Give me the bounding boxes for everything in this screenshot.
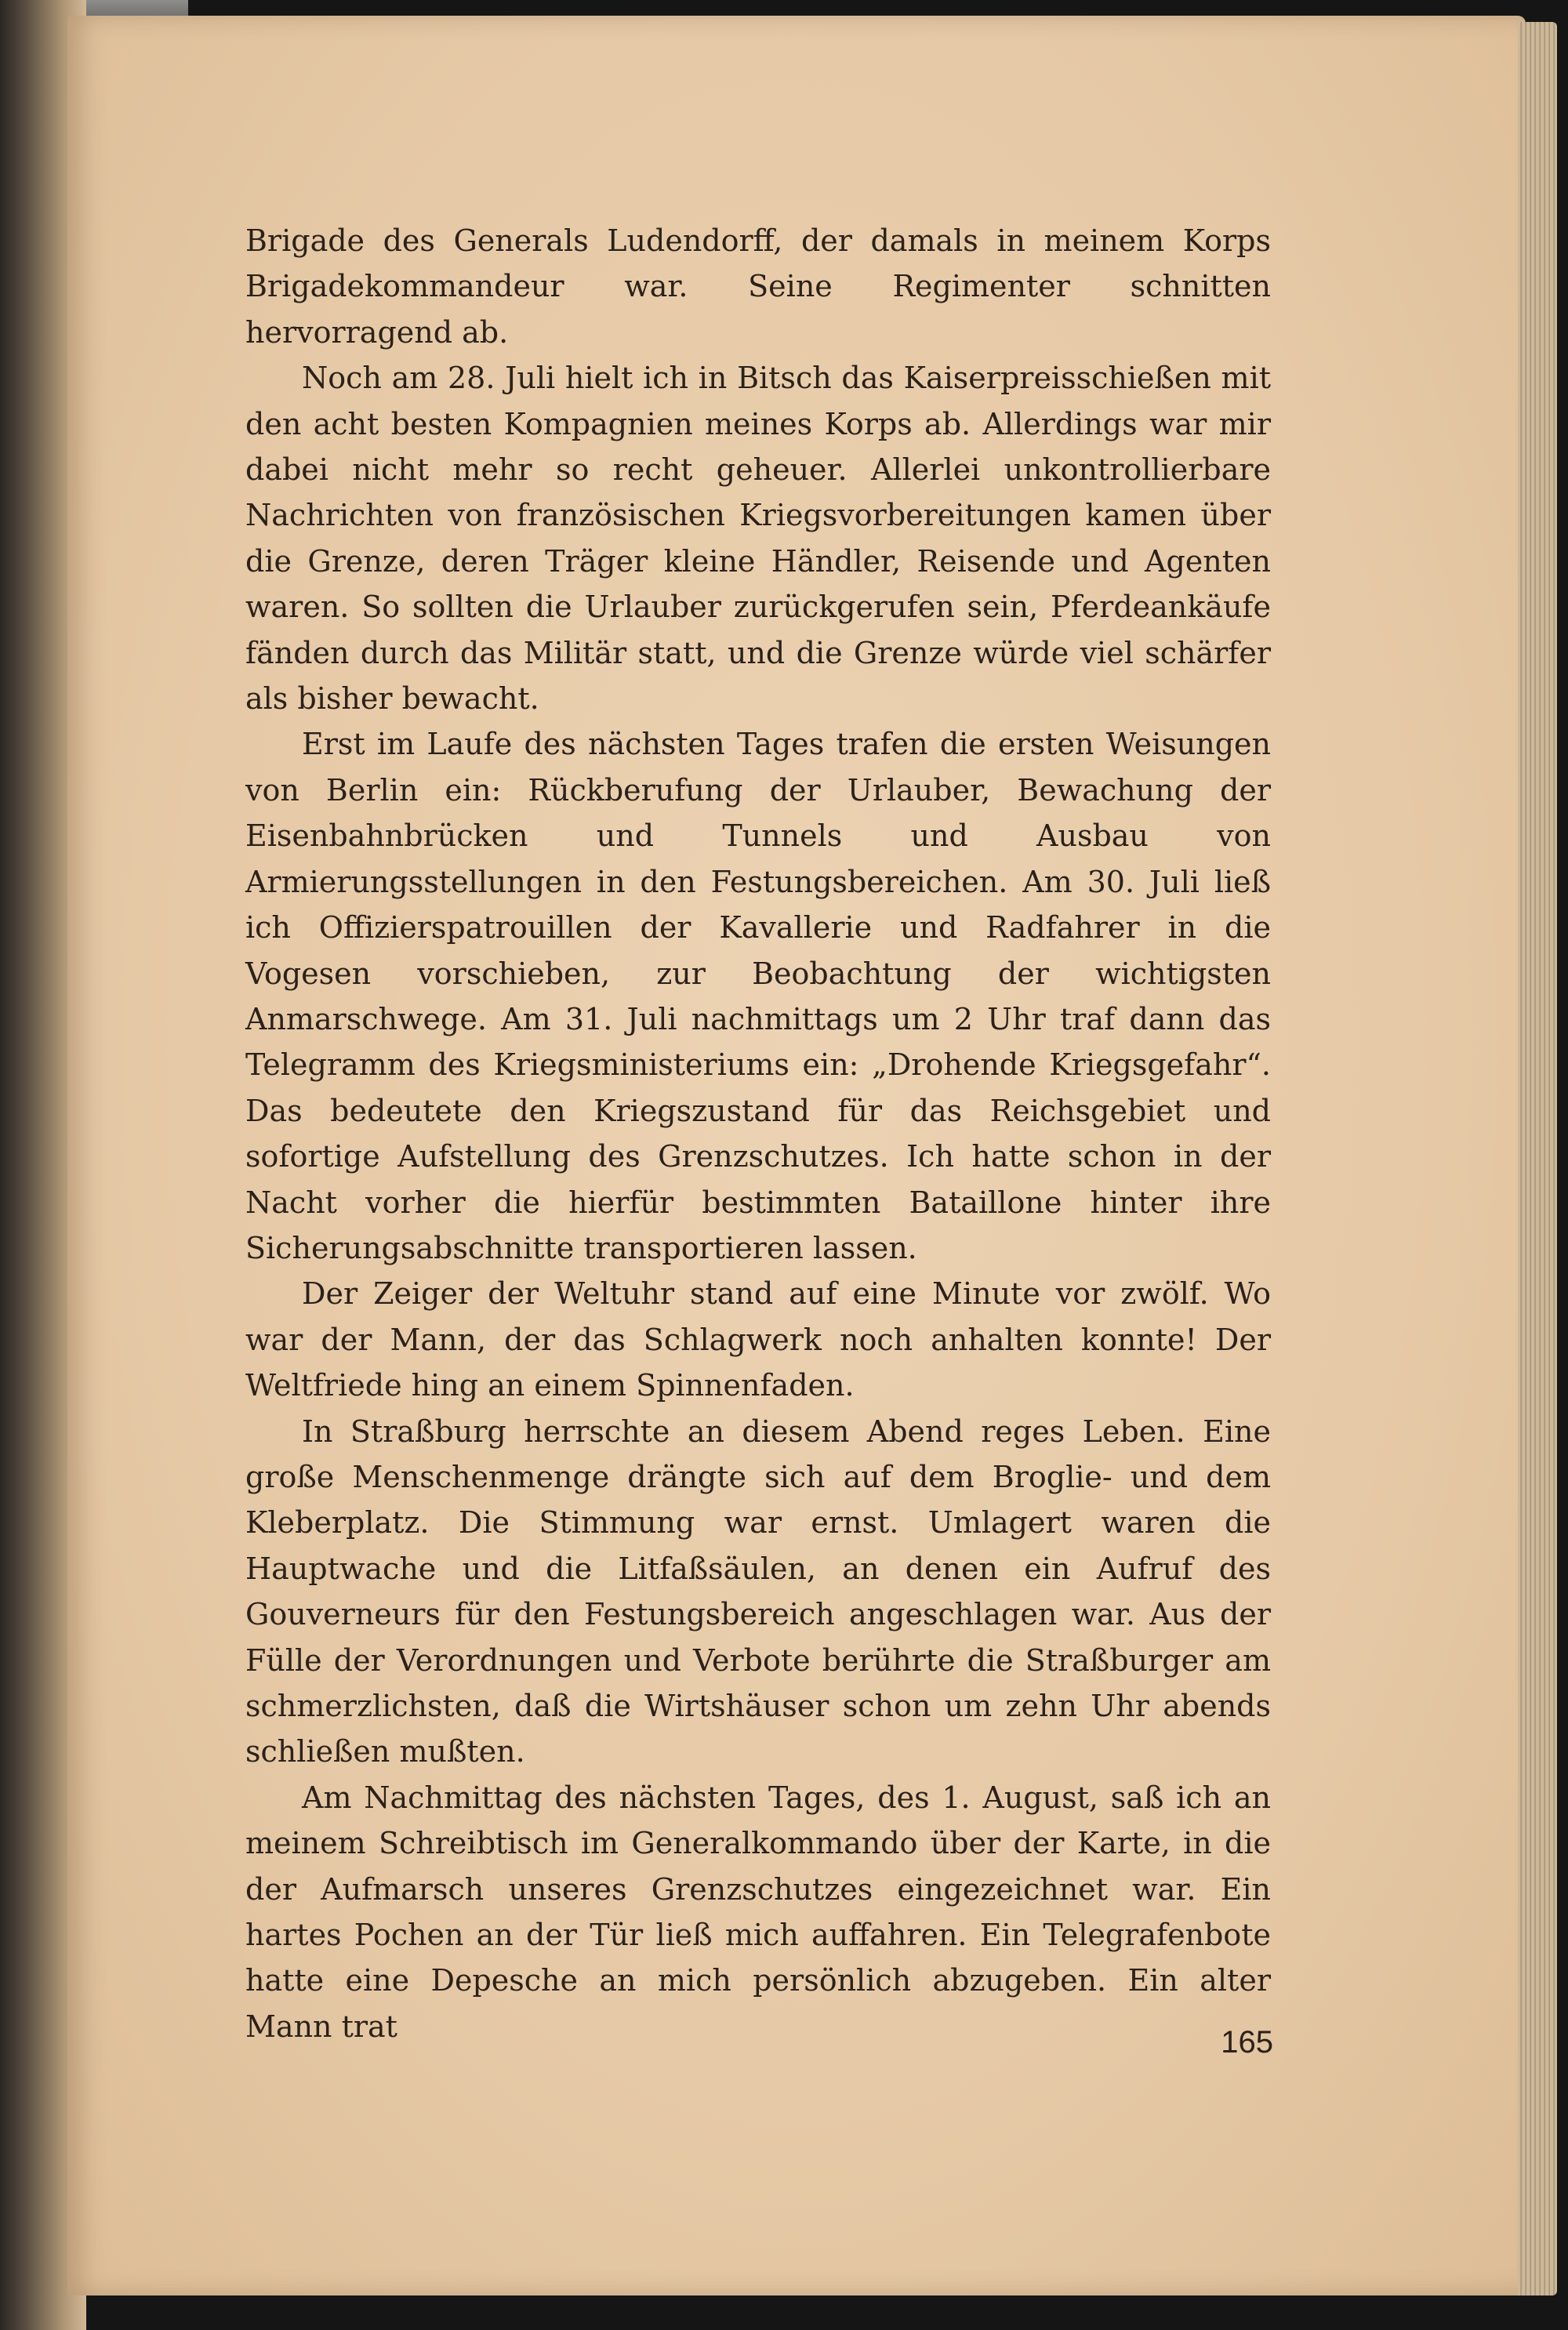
- paragraph: In Straßburg herrschte an diesem Abend reges Leben. Eine große Menschenmenge drängte sich auf dem Broglie- und dem Kleberplatz. Die Stimmung war ernst. Umlagert waren die Hauptwache und die Litfaßsäulen, an denen ein Aufruf des Gouverneurs für den Festungsbereich angeschlagen war. Aus der Fülle der Verordnungen und Verbote berührte die Straßburger am schmerzlichsten, daß die Wirtshäuser schon um zehn Uhr abends schließen mußten.: [245, 1414, 1271, 1769]
- page-edges: [1518, 22, 1557, 2296]
- body-text: [245, 218, 1271, 2049]
- paragraph: Erst im Laufe des nächsten Tages trafen die ersten Weisungen von Berlin ein: Rückberufung der Urlauber, Bewachung der Eisenbahnbrücken und Tunnels und Ausbau von Armierungsstellungen in den Festungsbereichen. Am 30. Juli ließ ich Offizierspatrouillen der Kavallerie und Radfahrer in die Vogesen vorschieben, zur Beobachtung der wichtigsten Anmarschwege. Am 31. Juli nachmittags um 2 Uhr traf dann das Telegramm des Kriegsministeriums ein: „Drohende Kriegsgefahr“. Das bedeutete den Kriegszustand für das Reichsgebiet und sofortige Aufstellung des Grenzschutzes. Ich hatte schon in der Nacht vorher die hierfür bestimmten Bataillone hinter ihre Sicherungsabschnitte transportieren lassen.: [245, 727, 1271, 1265]
- paragraph: Am Nachmittag des nächsten Tages, des 1. August, saß ich an meinem Schreibtisch im Generalkommando über der Karte, in die der Aufmarsch unseres Grenzschutzes eingezeichnet war. Ein hartes Pochen an der Tür ließ mich auffahren. Ein Telegrafenbote hatte eine Depesche an mich persönlich abzugeben. Ein alter Mann trat: [245, 1780, 1271, 2044]
- paragraph-continuation: Brigade des Generals Ludendorff, der damals in meinem Korps Brigadekommandeur war. Seine Regimenter schnitten hervorragend ab.: [245, 223, 1271, 350]
- paragraph: Noch am 28. Juli hielt ich in Bitsch das Kaiserpreisschießen mit den acht besten Kompagnien meines Korps ab. Allerdings war mir dabei nicht mehr so recht geheuer. Allerlei unkontrollierbare Nachrichten von französischen Kriegsvorbereitungen kamen über die Grenze, deren Träger kleine Händler, Reisende und Agenten waren. So sollten die Urlauber zurückgerufen sein, Pferdeankäufe fänden durch das Militär statt, und die Grenze würde viel schärfer als bisher bewacht.: [245, 361, 1271, 717]
- page-number: 165: [1221, 2025, 1273, 2060]
- paragraph: Der Zeiger der Weltuhr stand auf eine Minute vor zwölf. Wo war der Mann, der das Schlagwerk noch anhalten konnte! Der Weltfriede hing an einem Spinnenfaden.: [245, 1276, 1271, 1403]
